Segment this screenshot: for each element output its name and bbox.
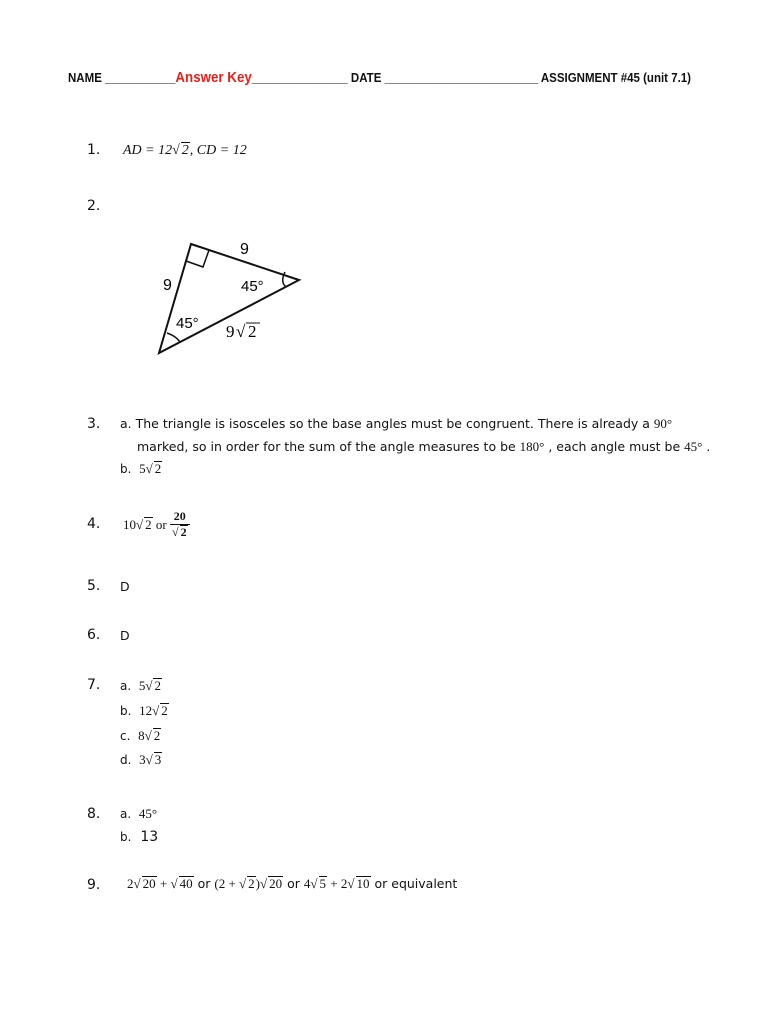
answer-7b: b. 12√ 2 (120, 703, 168, 718)
answer-7c-label: c. (120, 729, 131, 743)
answer-7a: a. 5√ 2 (120, 678, 161, 693)
answer-7d: d. 3√ 3 (120, 752, 162, 767)
worksheet-header (68, 70, 694, 86)
answer-4: 10√ 2 or $\frac{20}{√ 2}$ (123, 510, 190, 540)
question-number-9: 9. (87, 877, 101, 893)
answer-9-p2-radicand: 2 (248, 876, 255, 891)
answer-9-p1b-radicand: 40 (179, 876, 193, 891)
name-blank: _______________ (251, 71, 348, 85)
answer-1-ad: AD = 12 (123, 143, 173, 158)
answer-9-p2b-radicand: 20 (269, 876, 283, 891)
answer-7d-label: d. (120, 753, 132, 767)
answer-3a-line1 (120, 416, 672, 432)
answer-4-or: or (152, 516, 170, 532)
answer-4-denominator: 2 (180, 524, 187, 539)
answer-9-or2: or (283, 876, 304, 891)
answer-3b-coef: 5 (139, 461, 146, 476)
answer-6: D (120, 628, 130, 643)
answer-3a-text2: marked, so in order for the sum of the angle measures to be (137, 439, 520, 454)
answer-9-or1: or (193, 876, 215, 891)
answer-9-p1-coef: 2 (127, 876, 134, 891)
answer-4-radicand: 2 (145, 516, 152, 532)
answer-3a-value-45: 45° (684, 439, 703, 454)
hypotenuse-radicand: 2 (248, 322, 257, 341)
answer-8b (120, 829, 158, 845)
answer-7c-radicand: 2 (153, 728, 161, 743)
left-side-label: 9 (163, 277, 172, 294)
answer-8b-label: b. (120, 830, 132, 844)
answer-8b-value: 13 (140, 829, 159, 845)
answer-7a-coef: 5 (138, 678, 146, 693)
answer-3b: b. 5√ 2 (120, 461, 162, 476)
answer-3a-line2 (137, 439, 710, 455)
answer-key-label: Answer Key (175, 70, 252, 86)
triangle-diagram (150, 230, 310, 360)
question-number-3: 3. (87, 416, 101, 432)
answer-7b-label: b. (120, 704, 132, 718)
date-label: DATE ________________________ (350, 71, 539, 85)
answer-7a-label: a. (120, 679, 132, 693)
hypotenuse-radical-sign: √ (236, 322, 246, 341)
question-number-2: 2. (87, 198, 101, 214)
answer-7d-coef: 3 (139, 752, 146, 767)
bottom-angle-label: 45° (176, 315, 199, 332)
question-number-7: 7. (87, 677, 101, 693)
answer-3b-label: b. (120, 462, 132, 476)
answer-9-p3b-radicand: 10 (356, 876, 370, 891)
answer-3a-text1: The triangle is isosceles so the base angles must be congruent. There is already a (135, 416, 654, 431)
angle-arc-bottom (167, 333, 180, 342)
answer-3a-label: a. (120, 416, 132, 431)
question-number-4: 4. (87, 516, 101, 532)
question-number-6: 6. (87, 627, 101, 643)
hypotenuse-coef: 9 (226, 322, 235, 341)
question-number-8: 8. (87, 806, 101, 822)
answer-7c-coef: 8 (138, 728, 145, 743)
answer-3a-value-180: 180° (519, 439, 545, 454)
answer-9-p2-close: ) (255, 876, 261, 891)
assignment-label: ASSIGNMENT #45 (unit 7.1) (540, 71, 692, 85)
answer-3b-radicand: 2 (154, 461, 162, 476)
answer-9-p3b-coef: 2 (340, 876, 348, 891)
answer-3a-value-90: 90° (653, 416, 673, 431)
answer-4-numerator: 20 (170, 510, 190, 525)
angle-arc-right (283, 272, 286, 287)
answer-9-p2-open: (2 + (214, 876, 240, 891)
answer-1-radicand: 2 (181, 143, 189, 158)
answer-7d-radicand: 3 (154, 752, 162, 767)
question-number-1: 1. (87, 142, 101, 158)
answer-1-cd: , CD = 12 (189, 143, 247, 158)
answer-4-coef: 10 (123, 516, 136, 532)
answer-7b-coef: 12 (139, 703, 153, 718)
answer-1: AD = 12√ 2, CD = 12 (123, 143, 247, 158)
answer-7b-radicand: 2 (161, 703, 168, 718)
answer-9-plus2: + (327, 876, 341, 891)
answer-3a-text3: , each angle must be (544, 439, 685, 454)
answer-8a (120, 806, 157, 822)
answer-9-plus1: + (156, 876, 171, 891)
answer-9: 2√ 20 + √ 40 or (2 + √ 2)√ 20 or 4√ 5 + 2√ 10 or equivalent (127, 876, 458, 891)
answer-4-fraction: $\frac{20}{√ 2}$ (170, 510, 190, 540)
answer-9-p3-coef: 4 (303, 876, 311, 891)
name-label: NAME ___________ (68, 71, 176, 85)
answer-8a-value: 45° (138, 806, 158, 821)
answer-9-p3-radicand: 5 (319, 876, 327, 891)
answer-5: D (120, 579, 130, 594)
top-side-label: 9 (240, 241, 249, 258)
answer-9-tail: or equivalent (370, 876, 458, 891)
answer-7a-radicand: 2 (154, 678, 161, 693)
answer-9-p1-radicand: 20 (142, 876, 156, 891)
right-angle-label: 45° (241, 278, 264, 295)
answer-3a-text4: . (702, 439, 711, 454)
question-number-5: 5. (87, 578, 101, 594)
answer-8a-label: a. (120, 807, 132, 821)
answer-7c: c. 8√ 2 (120, 728, 161, 743)
